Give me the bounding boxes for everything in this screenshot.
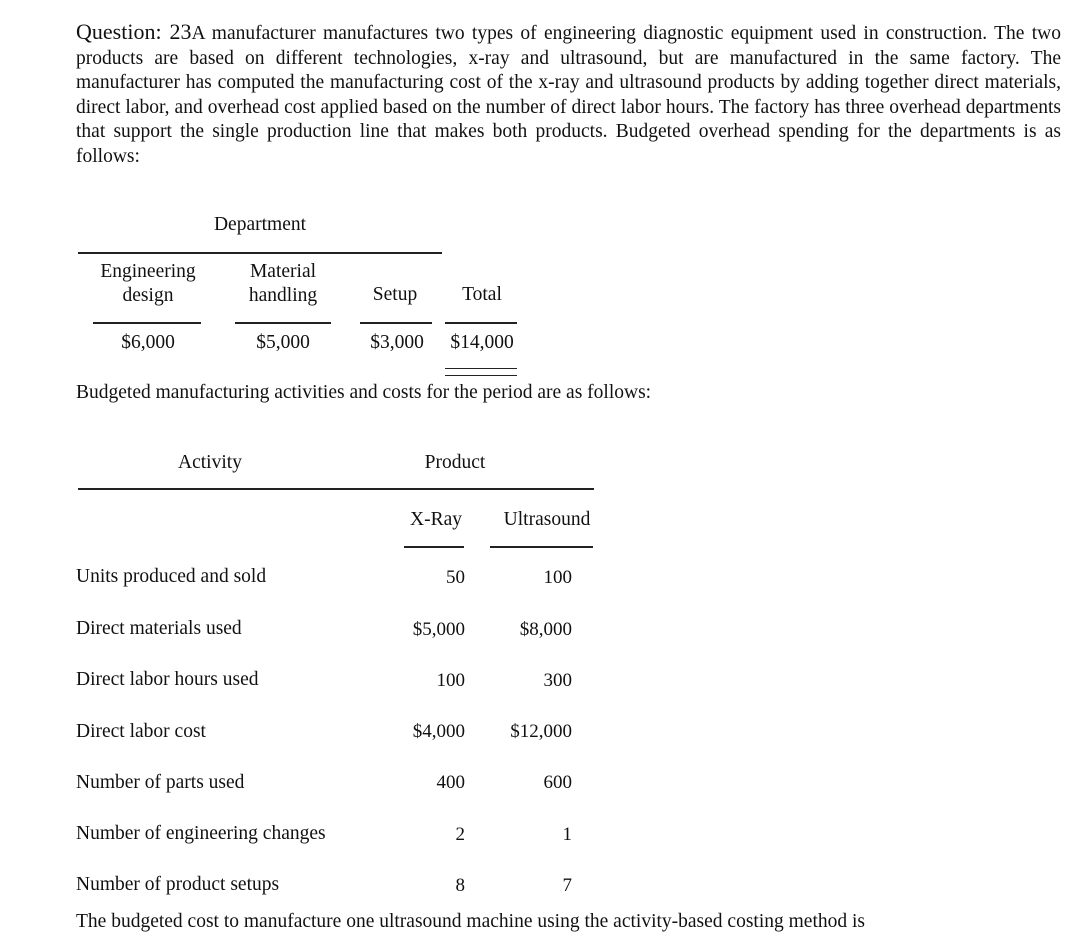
xray-value: $5,000 (412, 619, 465, 640)
row-label: Direct labor hours used (76, 669, 259, 690)
department-rule (78, 252, 442, 254)
xray-value: 8 (455, 875, 465, 896)
material-handling-rule (235, 322, 331, 324)
row-label: Direct labor cost (76, 721, 206, 742)
ultrasound-rule (490, 546, 593, 548)
col-header-total: Total (462, 284, 502, 305)
row-label: Units produced and sold (76, 566, 267, 587)
row-label: Direct materials used (76, 618, 242, 639)
col-header-ultrasound: Ultrasound (503, 509, 591, 530)
product-rule (388, 488, 594, 490)
ultrasound-value: $12,000 (510, 721, 572, 742)
ultrasound-value: 1 (562, 824, 572, 845)
ultrasound-value: 100 (543, 567, 572, 588)
department-header: Department (213, 214, 307, 235)
col-header-engineering-design: Engineering design (100, 261, 196, 306)
activity-rule (78, 488, 388, 490)
ultrasound-value: 600 (543, 772, 572, 793)
engineering-design-value: $6,000 (121, 332, 175, 353)
total-double-rule-bottom (445, 375, 517, 376)
question-body: A manufacturer manufactures two types of engineering diagnostic equipment used in construction. The two products are based on different technologies, x-ray and ultrasound, but are manufactured in the same factory. The manufacturer has computed the manufacturing cost of the x-ray and ultrasound products by adding together direct materials, direct labor, and overhead cost applied based on the number of direct labor hours. The factory has three overhead departments that support the single production line that makes both products. Budgeted overhead spending for the departments is as follows: (76, 23, 1061, 167)
ultrasound-value: $8,000 (519, 619, 572, 640)
xray-value: $4,000 (412, 721, 465, 742)
setup-rule (360, 322, 432, 324)
activities-intro: Budgeted manufacturing activities and costs for the period are as follows: (76, 382, 652, 403)
material-handling-value: $5,000 (256, 332, 310, 353)
product-header: Product (424, 452, 486, 473)
total-double-rule-top (445, 368, 517, 369)
engineering-design-rule (93, 322, 201, 324)
xray-value: 50 (446, 567, 465, 588)
closing-text: The budgeted cost to manufacture one ultrasound machine using the activity-based costing method is (76, 911, 865, 932)
xray-value: 2 (455, 824, 465, 845)
row-label: Number of product setups (76, 874, 280, 895)
ultrasound-value: 7 (562, 875, 572, 896)
total-value: $14,000 (450, 332, 514, 353)
row-label: Number of parts used (76, 772, 245, 793)
xray-value: 400 (436, 772, 465, 793)
col-header-setup: Setup (372, 284, 418, 305)
total-rule (445, 322, 517, 324)
col-header-material-handling: Material handling (248, 261, 318, 306)
activity-header: Activity (178, 452, 242, 473)
setup-value: $3,000 (370, 332, 424, 353)
col-header-xray: X-Ray (410, 509, 462, 530)
row-label: Number of engineering changes (76, 823, 326, 844)
xray-rule (404, 546, 464, 548)
question-text (76, 20, 1061, 169)
question-label: Question: 23 (76, 19, 192, 44)
ultrasound-value: 300 (543, 670, 572, 691)
xray-value: 100 (436, 670, 465, 691)
